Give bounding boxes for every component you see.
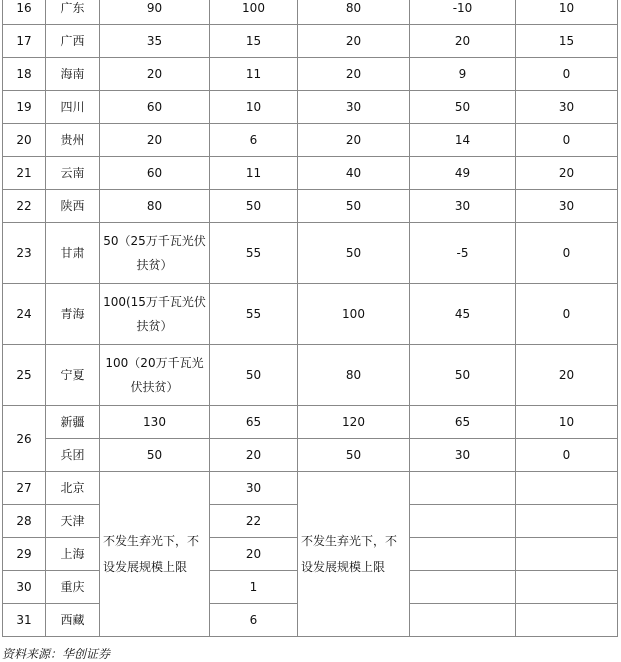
value-cell: 11 [210,58,298,91]
value-cell: 0 [516,223,618,284]
value-cell: 65 [410,406,516,439]
value-cell: 30 [210,472,298,505]
region-cell: 广西 [46,25,100,58]
value-cell: 20 [298,25,410,58]
value-cell: 15 [516,25,618,58]
value-cell: 30 [410,190,516,223]
row-number: 17 [3,25,46,58]
region-cell: 广东 [46,0,100,25]
value-cell: 35 [100,25,210,58]
value-cell: 10 [516,0,618,25]
value-cell: 20 [298,124,410,157]
value-cell: 9 [410,58,516,91]
table-row [3,223,618,284]
row-number: 22 [3,190,46,223]
empty-cell [410,571,516,604]
value-cell: 80 [298,0,410,25]
table-row [3,190,618,223]
unlimited-note-cell: 不发生弃光下，不设发展规模上限 [298,472,410,637]
table-row [3,58,618,91]
value-cell: 20 [100,124,210,157]
value-cell: 1 [210,571,298,604]
value-cell: 20 [298,58,410,91]
table-row [3,406,618,439]
value-cell: 6 [210,124,298,157]
empty-cell [516,538,618,571]
region-cell: 四川 [46,91,100,124]
value-cell: 20 [516,345,618,406]
value-cell: 20 [100,58,210,91]
value-cell: 130 [100,406,210,439]
row-number: 25 [3,345,46,406]
value-cell: 50 [298,223,410,284]
value-cell: 6 [210,604,298,637]
table-row [3,345,618,406]
region-cell: 西藏 [46,604,100,637]
region-cell: 陕西 [46,190,100,223]
value-cell: 60 [100,157,210,190]
value-cell: 0 [516,439,618,472]
value-cell: 50 [210,345,298,406]
value-cell: 20 [210,439,298,472]
value-cell: 0 [516,124,618,157]
empty-cell [516,505,618,538]
value-cell: 14 [410,124,516,157]
value-cell: 55 [210,223,298,284]
value-cell: 50 [298,439,410,472]
value-cell: 30 [516,91,618,124]
value-cell: 40 [298,157,410,190]
value-cell: -10 [410,0,516,25]
value-cell: 100(15万千瓦光伏扶贫） [100,284,210,345]
value-cell: 50 [410,91,516,124]
region-cell: 贵州 [46,124,100,157]
value-cell: -5 [410,223,516,284]
region-cell: 重庆 [46,571,100,604]
empty-cell [516,604,618,637]
value-cell: 80 [100,190,210,223]
table-row [3,472,618,505]
value-cell: 30 [410,439,516,472]
value-cell: 50 [210,190,298,223]
value-cell: 15 [210,25,298,58]
data-table-container [2,0,618,637]
value-cell: 30 [516,190,618,223]
row-number: 31 [3,604,46,637]
row-number: 23 [3,223,46,284]
table-row [3,284,618,345]
value-cell: 80 [298,345,410,406]
value-cell: 60 [100,91,210,124]
unlimited-note-cell: 不发生弃光下，不设发展规模上限 [100,472,210,637]
value-cell: 50（25万千瓦光伏扶贫） [100,223,210,284]
table-row [3,124,618,157]
value-cell: 100（20万千瓦光伏扶贫） [100,345,210,406]
row-number: 20 [3,124,46,157]
table-row [3,0,618,25]
value-cell: 90 [100,0,210,25]
value-cell: 50 [298,190,410,223]
region-cell: 宁夏 [46,345,100,406]
row-number: 29 [3,538,46,571]
value-cell: 11 [210,157,298,190]
empty-cell [516,472,618,505]
value-cell: 50 [100,439,210,472]
value-cell: 100 [298,284,410,345]
value-cell: 65 [210,406,298,439]
empty-cell [410,505,516,538]
value-cell: 0 [516,58,618,91]
region-cell: 北京 [46,472,100,505]
row-number: 27 [3,472,46,505]
value-cell: 22 [210,505,298,538]
row-number: 18 [3,58,46,91]
table-row [3,91,618,124]
region-cell: 天津 [46,505,100,538]
row-number: 19 [3,91,46,124]
value-cell: 20 [516,157,618,190]
row-number: 21 [3,157,46,190]
region-cell: 云南 [46,157,100,190]
region-cell: 新疆 [46,406,100,439]
empty-cell [516,571,618,604]
value-cell: 10 [516,406,618,439]
region-cell: 甘肃 [46,223,100,284]
table-row [3,157,618,190]
value-cell: 50 [410,345,516,406]
row-number: 28 [3,505,46,538]
value-cell: 0 [516,284,618,345]
row-number: 24 [3,284,46,345]
value-cell: 30 [298,91,410,124]
value-cell: 100 [210,0,298,25]
value-cell: 45 [410,284,516,345]
empty-cell [410,604,516,637]
value-cell: 20 [210,538,298,571]
value-cell: 55 [210,284,298,345]
source-note: 资料来源：华创证券 [2,647,111,661]
region-cell: 兵团 [46,439,100,472]
row-number: 30 [3,571,46,604]
province-quota-table [2,0,618,637]
region-cell: 上海 [46,538,100,571]
region-cell: 青海 [46,284,100,345]
value-cell: 10 [210,91,298,124]
region-cell: 海南 [46,58,100,91]
value-cell: 120 [298,406,410,439]
table-row [3,439,618,472]
empty-cell [410,538,516,571]
value-cell: 49 [410,157,516,190]
table-row [3,25,618,58]
row-number: 16 [3,0,46,25]
row-number: 26 [3,406,46,472]
empty-cell [410,472,516,505]
value-cell: 20 [410,25,516,58]
